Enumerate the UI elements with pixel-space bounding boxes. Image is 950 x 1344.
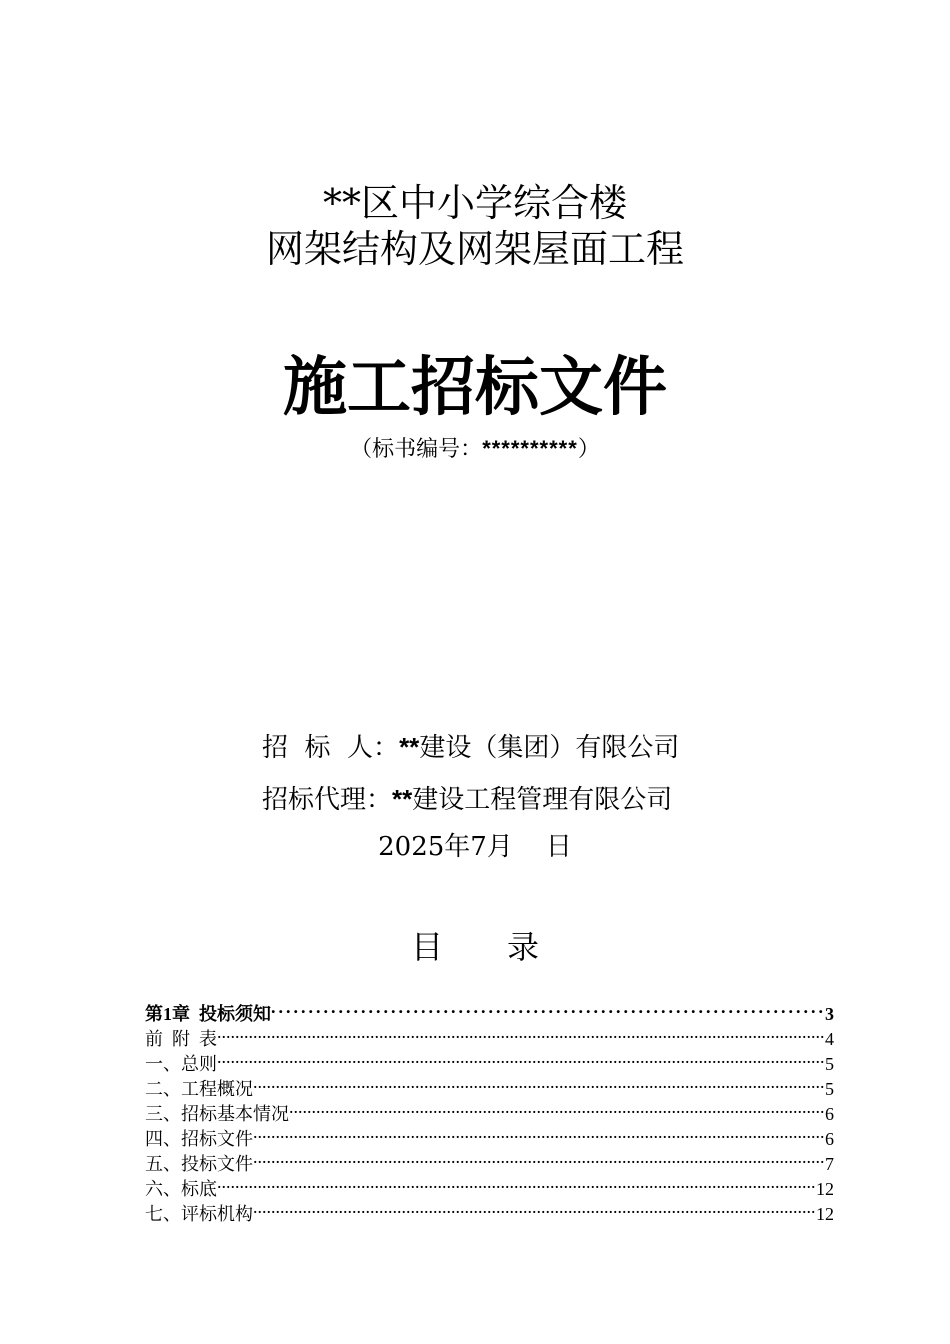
toc-leader-dots (217, 1020, 825, 1045)
toc-heading: 目录 (410, 928, 603, 966)
toc-entry-label: 一、总则 (145, 1054, 217, 1074)
toc-entry-page: 3 (825, 1004, 834, 1024)
issue-date: 2025年7月 日 (378, 832, 572, 862)
toc-leader-dots (217, 1170, 816, 1195)
toc-entry-label: 七、评标机构 (145, 1204, 253, 1224)
project-title-line-2: 网架结构及网架屋面工程 (265, 227, 684, 271)
toc-entry-page: 6 (825, 1104, 834, 1124)
tenderer-stars: ** (399, 732, 420, 762)
tenderer-name: 建设（集团）有限公司 (419, 733, 680, 763)
toc-entry-label: 第1章 投标须知 (145, 1004, 271, 1024)
toc-entry-label: 二、工程概况 (145, 1079, 253, 1099)
toc-entry-page: 7 (825, 1154, 834, 1174)
toc-entry[interactable] (145, 1195, 834, 1224)
agent-label: 招标代理： (262, 785, 393, 815)
toc-entry[interactable] (145, 995, 834, 1024)
toc-entry-page: 5 (825, 1054, 834, 1074)
toc-entry[interactable] (145, 1020, 834, 1049)
toc-leader-dots (253, 1145, 825, 1170)
toc-entry-page: 12 (816, 1204, 834, 1224)
toc-leader-dots (253, 1070, 825, 1095)
toc-entry[interactable] (145, 1045, 834, 1074)
bid-number-value: ********** (482, 436, 578, 461)
toc-leader-dots (289, 1095, 825, 1120)
toc-entry-page: 5 (825, 1079, 834, 1099)
document-title: 施工招标文件 (283, 350, 667, 425)
tenderer-label: 招 标 人： (262, 733, 400, 763)
toc-entry-label: 前 附 表 (145, 1029, 217, 1049)
tenderer-row (262, 730, 679, 765)
bid-number-suffix: ） (577, 437, 600, 462)
bid-number-prefix: （标书编号： (350, 437, 483, 462)
toc-entry-label: 六、标底 (145, 1179, 217, 1199)
agent-stars: ** (392, 784, 413, 814)
toc-entry-page: 6 (825, 1129, 834, 1149)
bid-number (0, 434, 950, 465)
toc-entry-label: 三、招标基本情况 (145, 1104, 289, 1124)
toc-leader-dots (253, 1120, 825, 1145)
agent-row (262, 782, 672, 817)
toc-entry-label: 四、招标文件 (145, 1129, 253, 1149)
toc-entry-label: 五、投标文件 (145, 1154, 253, 1174)
toc-entry-page: 12 (816, 1179, 834, 1199)
project-title-line-1: **区中小学综合楼 (322, 181, 627, 225)
toc-entry[interactable] (145, 1170, 834, 1199)
agent-name: 建设工程管理有限公司 (412, 785, 673, 815)
toc-entry[interactable] (145, 1070, 834, 1099)
toc-leader-dots (271, 995, 825, 1020)
toc-leader-dots (217, 1045, 825, 1070)
toc-leader-dots (253, 1195, 816, 1220)
toc-entry-page: 4 (825, 1029, 834, 1049)
table-of-contents (145, 995, 834, 1224)
